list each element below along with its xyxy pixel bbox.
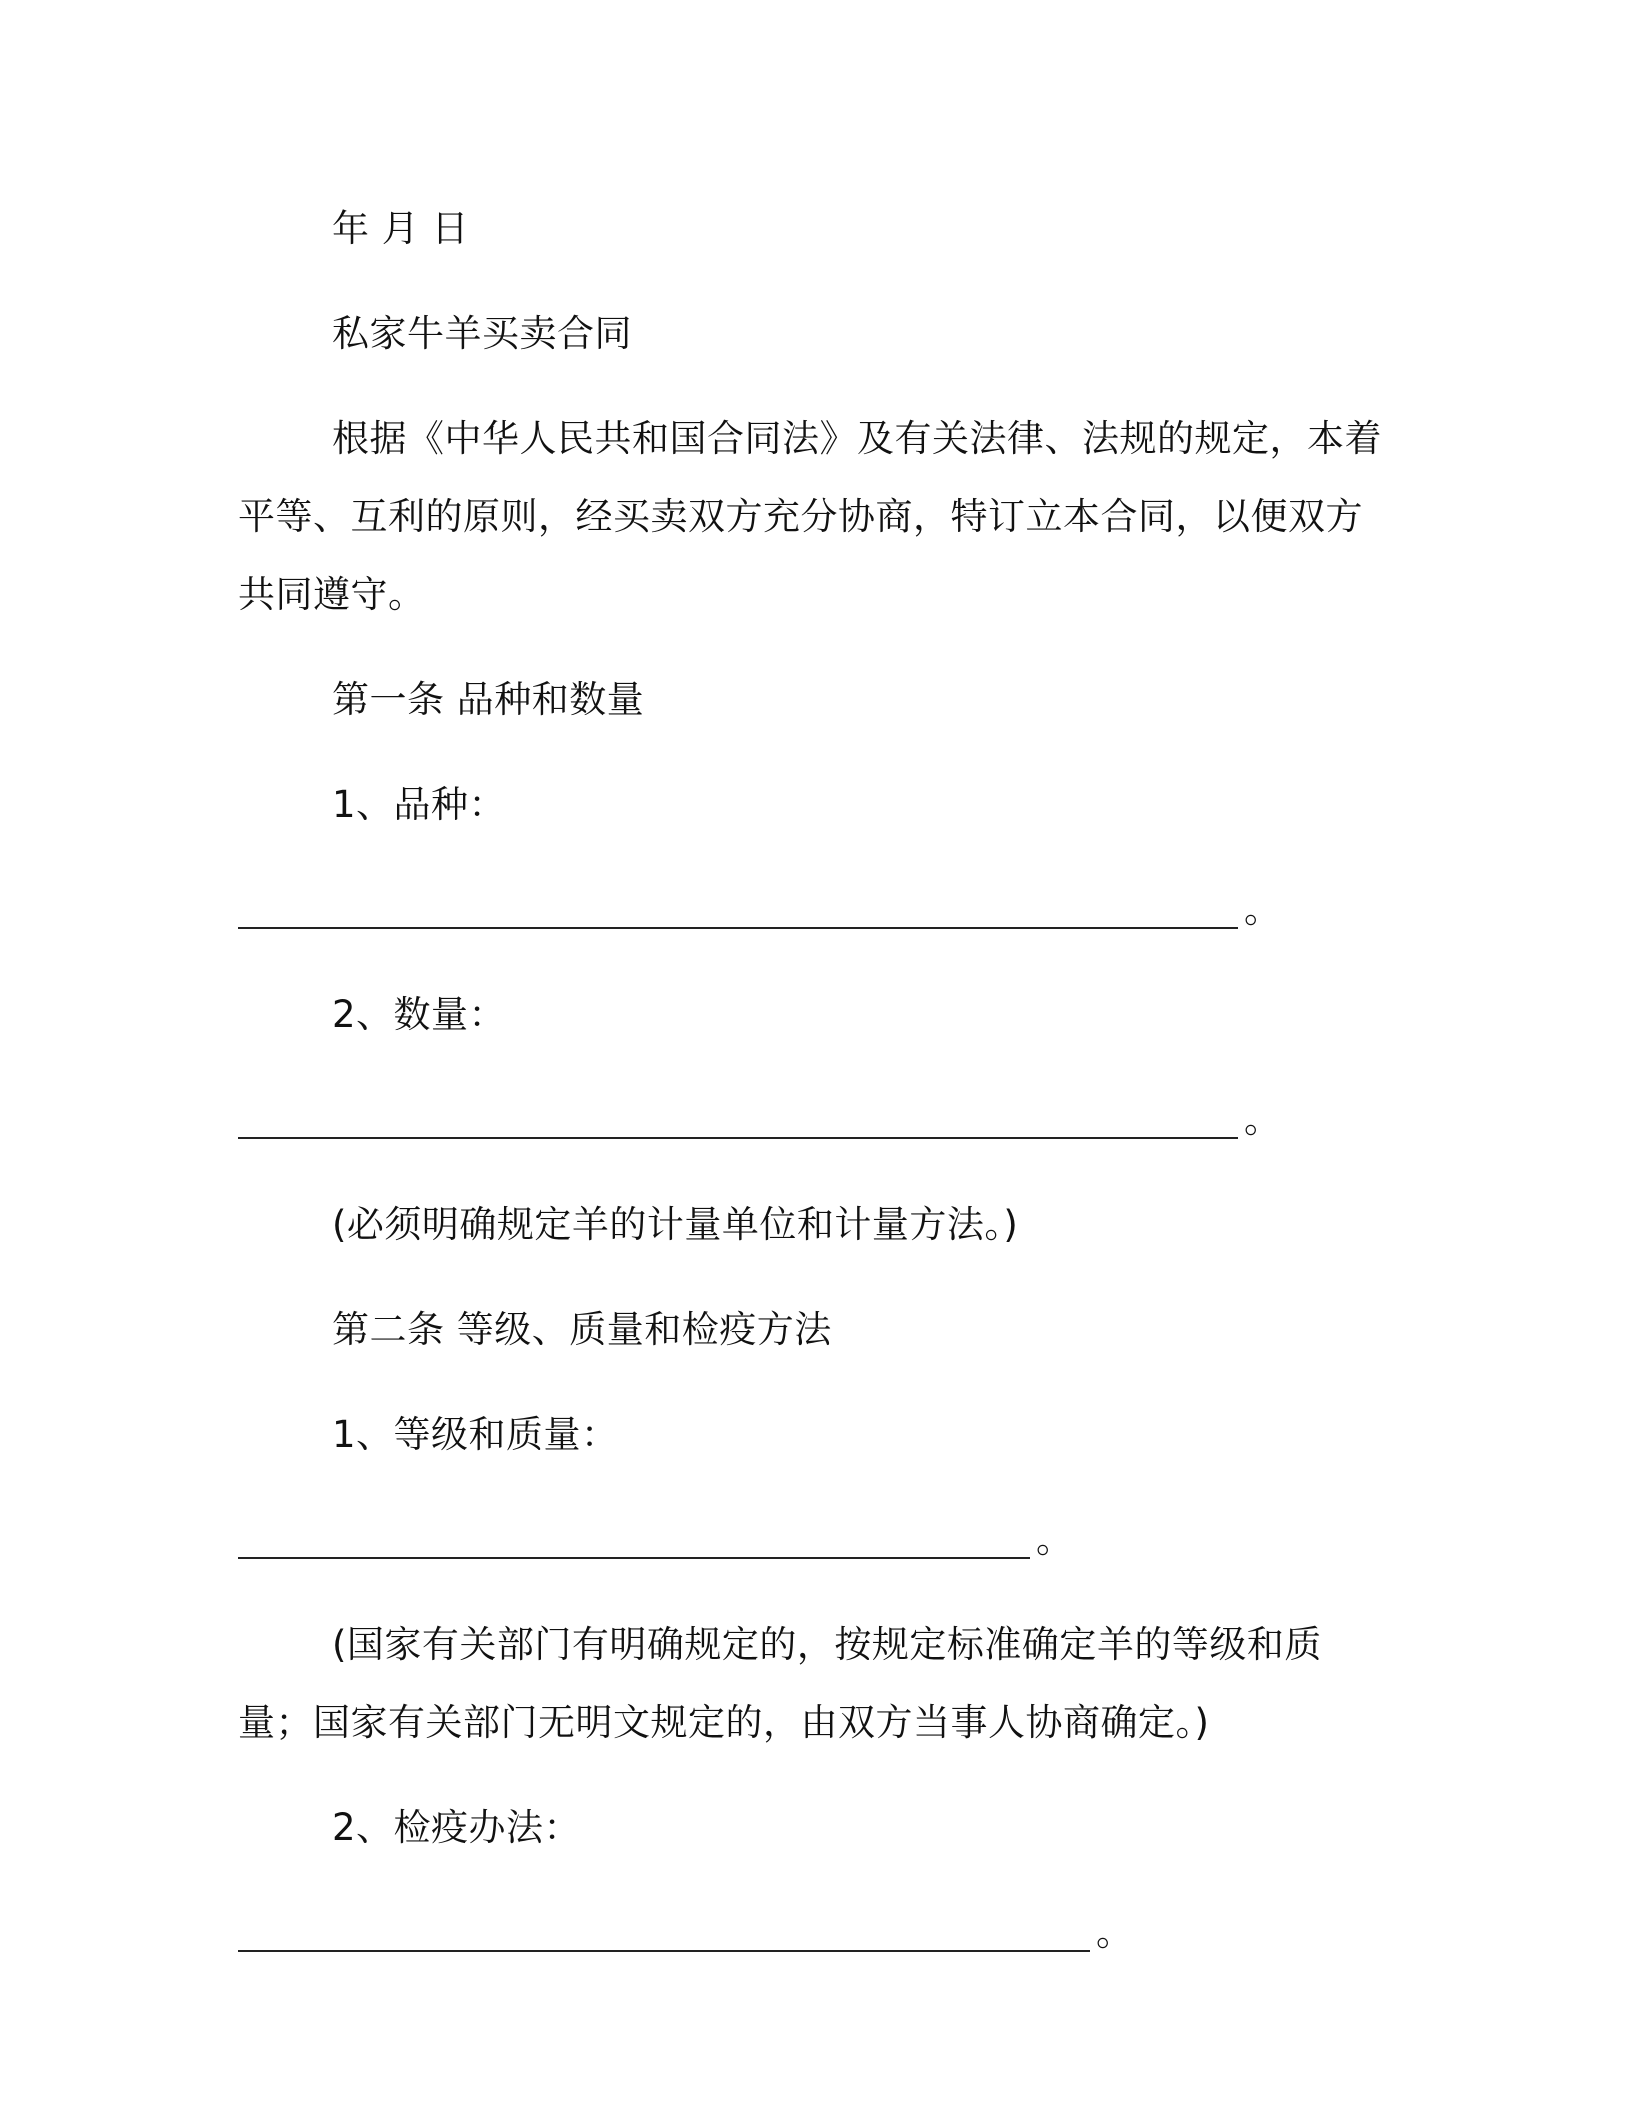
grade-quality-label: 1、等级和质量：	[332, 1413, 619, 1456]
quarantine-fill-line	[238, 1950, 1090, 1952]
article-1-heading: 第一条 品种和数量	[332, 678, 645, 721]
article-2-heading: 第二条 等级、质量和检疫方法	[332, 1308, 832, 1351]
variety-period: 。	[1244, 888, 1281, 931]
quarantine-label: 2、检疫办法：	[332, 1806, 582, 1849]
intro-paragraph: 根据《中华人民共和国合同法》及有关法律、法规的规定，本着平等、互利的原则，经买卖双方充分协商，特订立本合同，以便双方共同遵守。	[238, 417, 1382, 616]
grade-quality-note: (国家有关部门有明确规定的，按规定标准确定羊的等级和质量；国家有关部门无明文规定的，由双方当事人协商确定。)	[238, 1623, 1322, 1744]
contract-title: 私家牛羊买卖合同	[332, 312, 632, 355]
grade-quality-fill-line	[238, 1557, 1030, 1559]
measurement-note: (必须明确规定羊的计量单位和计量方法。)	[332, 1203, 1019, 1246]
variety-label: 1、品种：	[332, 783, 507, 826]
document-body	[238, 190, 1388, 1972]
variety-fill-line	[238, 927, 1238, 929]
quantity-period: 。	[1244, 1098, 1281, 1141]
quantity-label: 2、数量：	[332, 993, 507, 1036]
quantity-fill-line	[238, 1137, 1238, 1139]
quarantine-blank-row	[238, 1894, 1388, 1972]
variety-blank-row	[238, 871, 1388, 949]
quantity-blank-row	[238, 1081, 1388, 1159]
date-line: 年 月 日	[332, 207, 470, 250]
grade-quality-blank-row	[238, 1501, 1388, 1579]
grade-quality-period: 。	[1036, 1518, 1073, 1561]
quarantine-period: 。	[1096, 1911, 1133, 1954]
